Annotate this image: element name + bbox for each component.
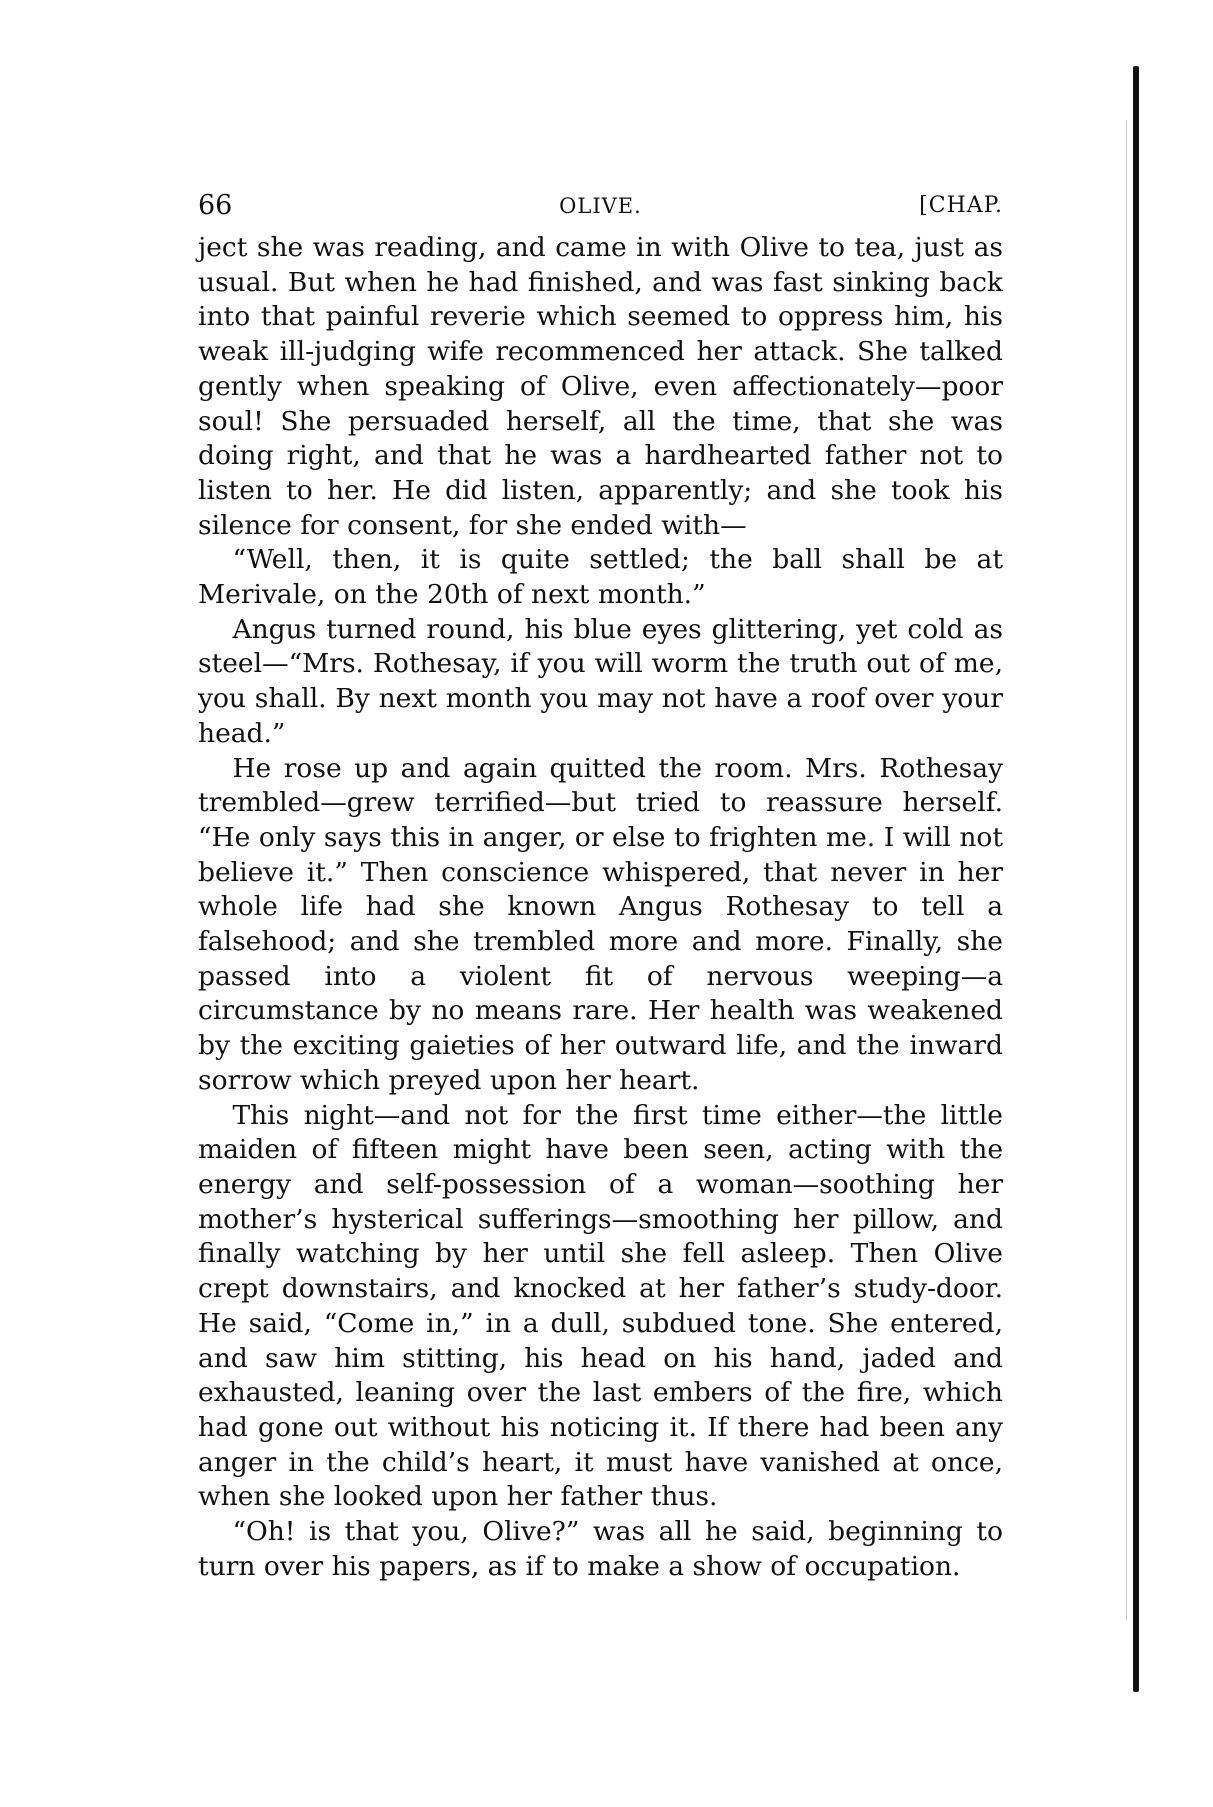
page-edge (1133, 66, 1139, 1692)
paragraph-6: “Oh! is that you, Olive?” was all he said, beginning to turn over his papers, as if to make a show of occupation. (198, 1516, 1003, 1582)
paragraph-2: “Well, then, it is quite settled; the ball shall be at Merivale, on the 20th of next month.” (198, 544, 1003, 611)
paragraph-1: ject she was reading, and came in with Olive to tea, just as usual. But when he had finished, and was fast sinking back into that painful reverie which seemed to oppress him, his weak ill-judging wife recommenced her attack. She talked gently when speaking of Olive, even affectionately—poor soul! She persuaded herself, all the time, that she was doing right, and that he was a hardhearted father not to listen to her. He did listen, apparently; and she took his silence for consent, for she ended with— (198, 232, 1003, 541)
paragraph-5: This night—and not for the first time either—the little maiden of fifteen might have been seen, acting with the energy and self-possession of a woman—soothing her mother’s hysterical sufferings—smoothing her pillow, and finally watching by her until she fell asleep. Then Olive crept downstairs, and knocked at her father’s study-door. He said, “Come in,” in a dull, subdued tone. She entered, and saw him stitting, his head on his hand, jaded and exhausted, leaning over the last embers of the fire, which had gone out without his noticing it. If there had been any anger in the child’s heart, it must have vanished at once, when she looked upon her father thus. (198, 1099, 1003, 1513)
page-edge-shadow (1126, 120, 1127, 1620)
running-head (198, 181, 1003, 231)
body-text (198, 231, 1003, 1584)
paragraph-3: Angus turned round, his blue eyes glittering, yet cold as steel—“Mrs. Rothesay, if you will worm the truth out of me, you shall. By next month you may not have a roof over your head.” (198, 613, 1003, 749)
running-title: OLIVE. (559, 194, 642, 218)
book-page (198, 181, 1003, 1584)
paragraph-4: He rose up and again quitted the room. Mrs. Rothesay trembled—grew terrified—but tried to reassure herself. “He only says this in anger, or else to frighten me. I will not believe it.” Then conscience whispered, that never in her whole life had she known Angus Rothesay to tell a falsehood; and she trembled more and more. Finally, she passed into a violent fit of nervous weeping—a circumstance by no means rare. Her health was weakened by the exciting gaieties of her outward life, and the inward sorrow which preyed upon her heart. (198, 752, 1003, 1096)
chapter-mark: [CHAP. (919, 193, 1003, 218)
page-number: 66 (198, 190, 233, 221)
